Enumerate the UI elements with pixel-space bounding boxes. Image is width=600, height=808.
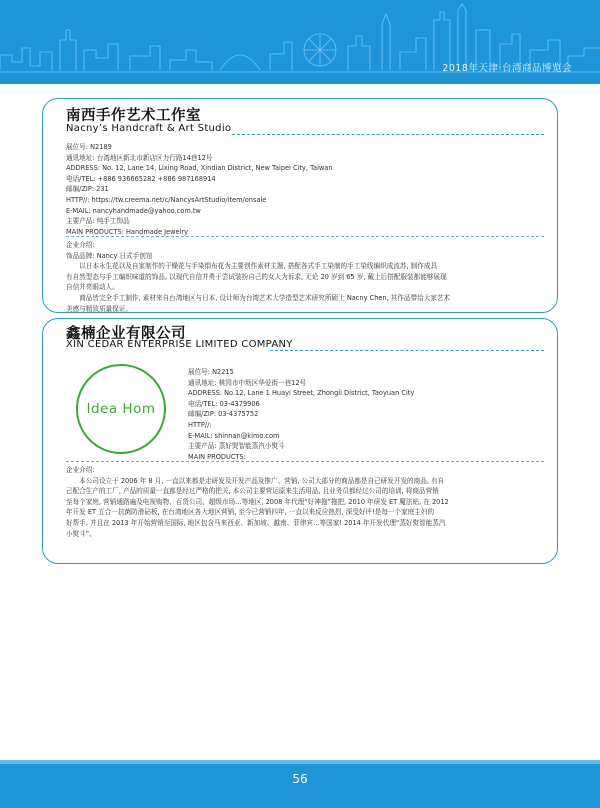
divider [232,134,544,135]
intro-line: 好帮手, 并且在 2013 年开始营销至国际, 地区包含马来西亚、新加坡、越南、菲律宾…等国家! 2014 年开发代理“蒸好熨智能蒸汽 [66,518,446,527]
main-products-zh: 主要产品: 纯手工饰品 [66,217,130,226]
telephone: 电话/TEL: +886 936665282 +886 987168914 [66,174,216,183]
exhibitor2-contact-info [188,367,414,462]
divider [66,236,544,237]
exhibitor2-intro [66,465,550,539]
email: E-MAIL: nancyhandmade@yahoo.com.tw [66,206,201,215]
footer-accent-stripe [0,760,600,764]
intro-line: 至每个家庭, 营销通路遍及电视购物、百货公司、超级市场…等地区, 2008 年代理“好神拖”拖把, 2010 年研发 ET 魔法贴, 在 2012 [66,497,449,506]
exhibitor1-contact-info [66,142,333,237]
main-products-zh: 主要产品: 蒸好熨智能蒸汽小熨斗 [188,442,285,451]
address-zh: 通讯地址: 台湾地区新北市新店区力行路14巷12号 [66,153,213,162]
intro-line: 本公司设立于 2006 年 8 月, 一直以来都是走研发及开发产品及推广、营销, 公司大部分的商品都是自己研发开发的商品, 有自 [66,476,445,485]
intro-line: 商品皆完全手工制作, 素材来自台湾地区与日本, 设计师为台湾艺术大学造型艺术研究所硕士 Nacny Chen, 其作品带给大家艺术 [66,293,451,302]
exhibitor1-name-zh: 南西手作艺术工作室 [66,108,201,124]
intro-line: 有自然型态与手工编织味道的饰品, 以现代自信并勇于尝试装扮自己的女人为诉求, 无论 20 岁到 65 岁, 戴上后搭配服装都能够展现 [66,272,447,281]
email: E-MAIL: shinnan@kimo.com [188,431,280,440]
exhibitor1-intro [66,240,550,314]
website: HTTP//: [188,420,212,429]
intro-line: 己配合生产的工厂, 产品的质量一直都是经过严格的把关, 本公司主要营运原来生活用品, 且业务员都经过公司的培训, 将商品营销 [66,487,439,496]
intro-line: 小熨斗”。 [66,529,96,538]
booth-number: 展位号: N2215 [188,368,234,376]
intro-line: 以日本永生花以及自家制作的干燥花与手染绢布花为主要创作素材主题, 搭配各式手工染制的手工染线编织成流苏, 制作成具 [66,262,438,271]
expo-title: 2018年天津·台湾商品博览会 [442,63,572,74]
divider [66,461,544,462]
zip-code: 邮编/ZIP: 231 [66,185,109,194]
intro-line: 饰品品牌: Nancy 日式手创馆 [66,251,153,260]
exhibitor2-name-en: XIN CEDAR ENTERPRISE LIMITED COMPANY [66,339,293,350]
zip-code: 邮编/ZIP: 03-4375752 [188,410,259,419]
company-logo [76,364,166,454]
booth-number: 展位号: N2189 [66,143,112,151]
address-en: ADDRESS: No. 12, Lane 14, Lixing Road, Xindian District, New Taipei City, Taiwan [66,164,333,173]
exhibitor1-name-en: Nacny’s Handcraft & Art Studio [66,123,232,134]
address-en: ADDRESS: No.12, Lane 1 Huayi Street, Zhongli District, Taoyuan City [188,389,415,398]
divider [270,350,544,351]
exhibitor2-name-zh: 鑫楠企业有限公司 [66,326,186,342]
address-zh: 通讯地址: 桃园市中坜区华爱街一巷12号 [188,378,307,387]
intro-line: 美感与精致质量保证。 [66,304,132,313]
main-products-en: MAIN PRODUCTS: [188,452,246,461]
website: HTTP//: https://tw.creema.net/c/NancysArtStudio/item/onsale [66,195,267,204]
intro-label: 企业介绍: [66,466,95,474]
intro-line: 自信并亮眼动人。 [66,283,119,292]
page-number: 56 [292,772,308,786]
main-products-en: MAIN PRODUCTS: Handmade Jewelry [66,227,189,236]
header-banner [0,0,600,84]
intro-line: 年开发 ET 五合一抗菌防滑砧板, 在台湾地区各大地区营销, 至今已营销四年, 一直以来反应热烈, 深受好评!是每一个家庭主妇的 [66,508,435,517]
telephone: 电话/TEL: 03-4379906 [188,399,260,408]
logo-wordmark: Idea Hom [86,401,156,417]
intro-label: 企业介绍: [66,241,95,249]
